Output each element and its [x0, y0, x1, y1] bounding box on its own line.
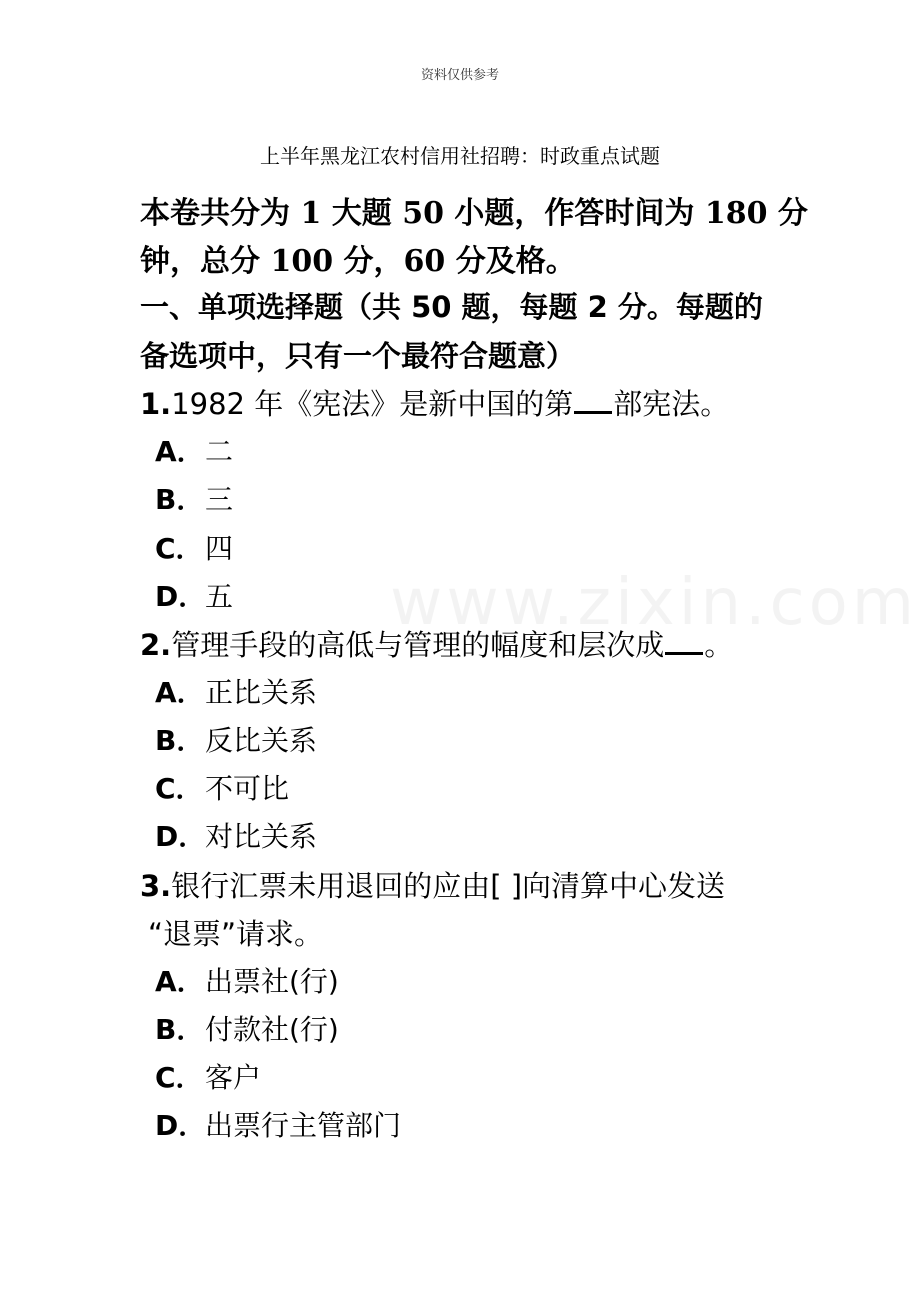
option-text: 正比关系: [205, 676, 318, 709]
question-3-continuation: “退票”请求。: [148, 917, 324, 951]
option-letter: B．: [155, 1013, 205, 1046]
question-2-option-d: [155, 815, 317, 855]
option-text: 不可比: [205, 772, 290, 805]
option-letter: B．: [155, 483, 205, 516]
section-heading-line-1: 一、单项选择题（共 50 题，每题 2 分。每题的: [140, 290, 763, 324]
question-2: [140, 623, 733, 664]
question-3-option-b: [155, 1008, 339, 1048]
answer-blank: [665, 648, 703, 655]
option-letter: A．: [155, 676, 205, 709]
question-2-option-b: [155, 719, 317, 759]
question-2-option-c: [155, 767, 289, 807]
option-text: 对比关系: [205, 820, 318, 853]
question-text-after-blank: 部宪法。: [613, 387, 730, 421]
option-text: 二: [205, 435, 234, 468]
question-text-after-blank: 。: [704, 628, 734, 662]
option-text: 反比关系: [205, 724, 318, 757]
question-1-option-d: [155, 575, 233, 615]
option-text: 出票行主管部门: [205, 1109, 402, 1142]
question-1: [140, 382, 729, 423]
question-text-line-1: 银行汇票未用退回的应由[ ]向清算中心发送: [171, 869, 726, 903]
option-letter: A．: [155, 965, 205, 998]
question-text-before-blank: 管理手段的高低与管理的幅度和层次成: [171, 628, 665, 662]
option-text: 客户: [205, 1061, 262, 1094]
question-number: 1.: [140, 387, 172, 421]
option-letter: C．: [155, 532, 204, 565]
question-1-option-c: [155, 527, 233, 567]
intro-line-2: 钟，总分 100 分，60 分及格。: [140, 244, 576, 279]
intro-line-1: 本卷共分为 1 大题 50 小题，作答时间为 180 分: [140, 196, 808, 231]
document-title: 上半年黑龙江农村信用社招聘：时政重点试题: [260, 144, 660, 168]
option-text: 出票社(行): [205, 965, 339, 998]
question-3: [140, 864, 725, 905]
option-text: 三: [205, 483, 234, 516]
option-text: 五: [205, 580, 234, 613]
question-1-option-b: [155, 478, 233, 518]
question-3-option-c: [155, 1056, 261, 1096]
question-text-before-blank: 1982 年《宪法》是新中国的第: [171, 387, 574, 421]
question-1-option-a: [155, 430, 233, 470]
page-header-note: 资料仅供参考: [420, 68, 499, 83]
option-letter: D．: [155, 580, 207, 613]
question-3-option-a: [155, 960, 339, 1000]
question-3-option-d: [155, 1104, 401, 1144]
section-heading-line-2: 备选项中，只有一个最符合题意）: [140, 339, 576, 373]
option-letter: C．: [155, 1061, 204, 1094]
option-letter: C．: [155, 772, 204, 805]
option-letter: D．: [155, 1109, 207, 1142]
option-letter: A．: [155, 435, 205, 468]
option-text: 付款社(行): [205, 1013, 339, 1046]
question-2-option-a: [155, 671, 317, 711]
option-letter: D．: [155, 820, 207, 853]
option-text: 四: [205, 532, 234, 565]
question-number: 2.: [140, 628, 172, 662]
question-number: 3.: [140, 869, 172, 903]
answer-blank: [574, 407, 612, 414]
option-letter: B．: [155, 724, 205, 757]
